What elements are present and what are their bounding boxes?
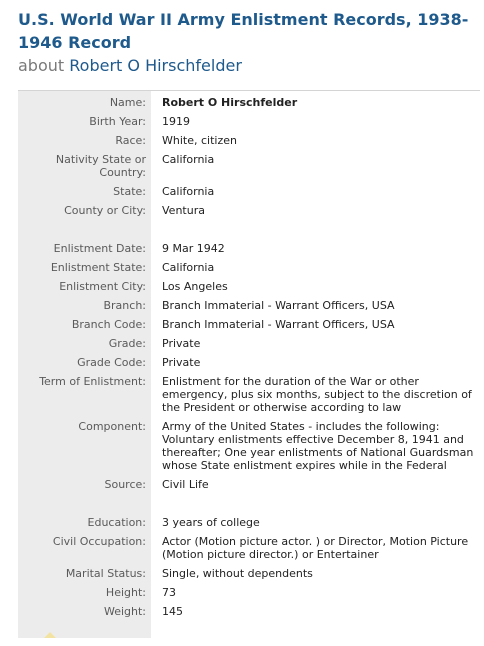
record-row-race [18, 131, 480, 150]
field-value: White, citizen [162, 134, 237, 147]
record-row-civil-occupation [18, 532, 480, 564]
field-value: Robert O Hirschfelder [162, 96, 298, 109]
field-value: Civil Life [162, 478, 209, 491]
field-label: Enlistment City: [59, 280, 146, 293]
field-label: Enlistment Date: [53, 242, 146, 255]
field-value: California [162, 153, 215, 166]
record-row-branch-code [18, 315, 480, 334]
field-label: Branch Code: [71, 318, 146, 331]
field-label: Nativity State or Country: [55, 153, 146, 179]
field-label: Grade Code: [77, 356, 146, 369]
field-label: Source: [104, 478, 146, 491]
caret-up-icon [44, 632, 56, 638]
field-value: Branch Immaterial - Warrant Officers, USA [162, 299, 395, 312]
field-label: County or City: [64, 204, 146, 217]
field-value: Los Angeles [162, 280, 228, 293]
field-label: Branch: [103, 299, 146, 312]
record-row-birth-year [18, 112, 480, 131]
field-value: 1919 [162, 115, 190, 128]
section-spacer [18, 220, 480, 239]
field-label: Component: [78, 420, 146, 433]
field-label: Education: [87, 516, 146, 529]
field-label: Term of Enlistment: [39, 375, 146, 388]
record-header [18, 8, 478, 78]
field-value: California [162, 185, 215, 198]
person-name-link[interactable]: Robert O Hirschfelder [69, 56, 242, 75]
field-label: Height: [105, 586, 146, 599]
about-prefix: about [18, 56, 65, 75]
record-row-term-of-enlistment [18, 372, 480, 417]
record-row-enlistment-state [18, 258, 480, 277]
record-row-grade [18, 334, 480, 353]
record-details-table [18, 93, 480, 621]
record-row-name [18, 93, 480, 112]
field-value: California [162, 261, 215, 274]
record-row-nativity [18, 150, 480, 182]
section-spacer [18, 494, 480, 513]
field-label: Civil Occupation: [52, 535, 146, 548]
field-label: Enlistment State: [50, 261, 146, 274]
record-row-branch [18, 296, 480, 315]
field-value: 73 [162, 586, 176, 599]
field-label: State: [113, 185, 146, 198]
field-value: Private [162, 337, 201, 350]
field-value: Army of the United States - includes the following: Voluntary enlistments effective December 8, 1941 and thereafter; One year enlistments of National Guardsman whose State enlistment expires while in the Federal [162, 420, 474, 472]
record-row-enlistment-city [18, 277, 480, 296]
page-title: U.S. World War II Army Enlistment Records, 1938-1946 Record [18, 10, 469, 52]
record-row-marital-status [18, 564, 480, 583]
field-value: Ventura [162, 204, 205, 217]
field-value: Actor (Motion picture actor. ) or Director, Motion Picture (Motion picture director.) or Entertainer [162, 535, 469, 561]
field-value: Enlistment for the duration of the War or other emergency, plus six months, subject to the discretion of the President or otherwise according to law [162, 375, 472, 414]
record-row-enlistment-date [18, 239, 480, 258]
field-value: 145 [162, 605, 183, 618]
field-value: Single, without dependents [162, 567, 313, 580]
field-value: Private [162, 356, 201, 369]
field-value: 3 years of college [162, 516, 260, 529]
record-row-height [18, 583, 480, 602]
field-label: Race: [115, 134, 146, 147]
field-value: Branch Immaterial - Warrant Officers, USA [162, 318, 395, 331]
record-row-education [18, 513, 480, 532]
field-label: Name: [109, 96, 146, 109]
field-label: Marital Status: [65, 567, 146, 580]
field-label: Weight: [103, 605, 146, 618]
record-row-county [18, 201, 480, 220]
field-label: Grade: [108, 337, 146, 350]
record-row-component [18, 417, 480, 475]
record-row-state [18, 182, 480, 201]
record-row-weight [18, 602, 480, 621]
field-value: 9 Mar 1942 [162, 242, 225, 255]
record-row-source [18, 475, 480, 494]
field-label: Birth Year: [89, 115, 146, 128]
record-row-grade-code [18, 353, 480, 372]
page-subtitle [18, 54, 478, 78]
